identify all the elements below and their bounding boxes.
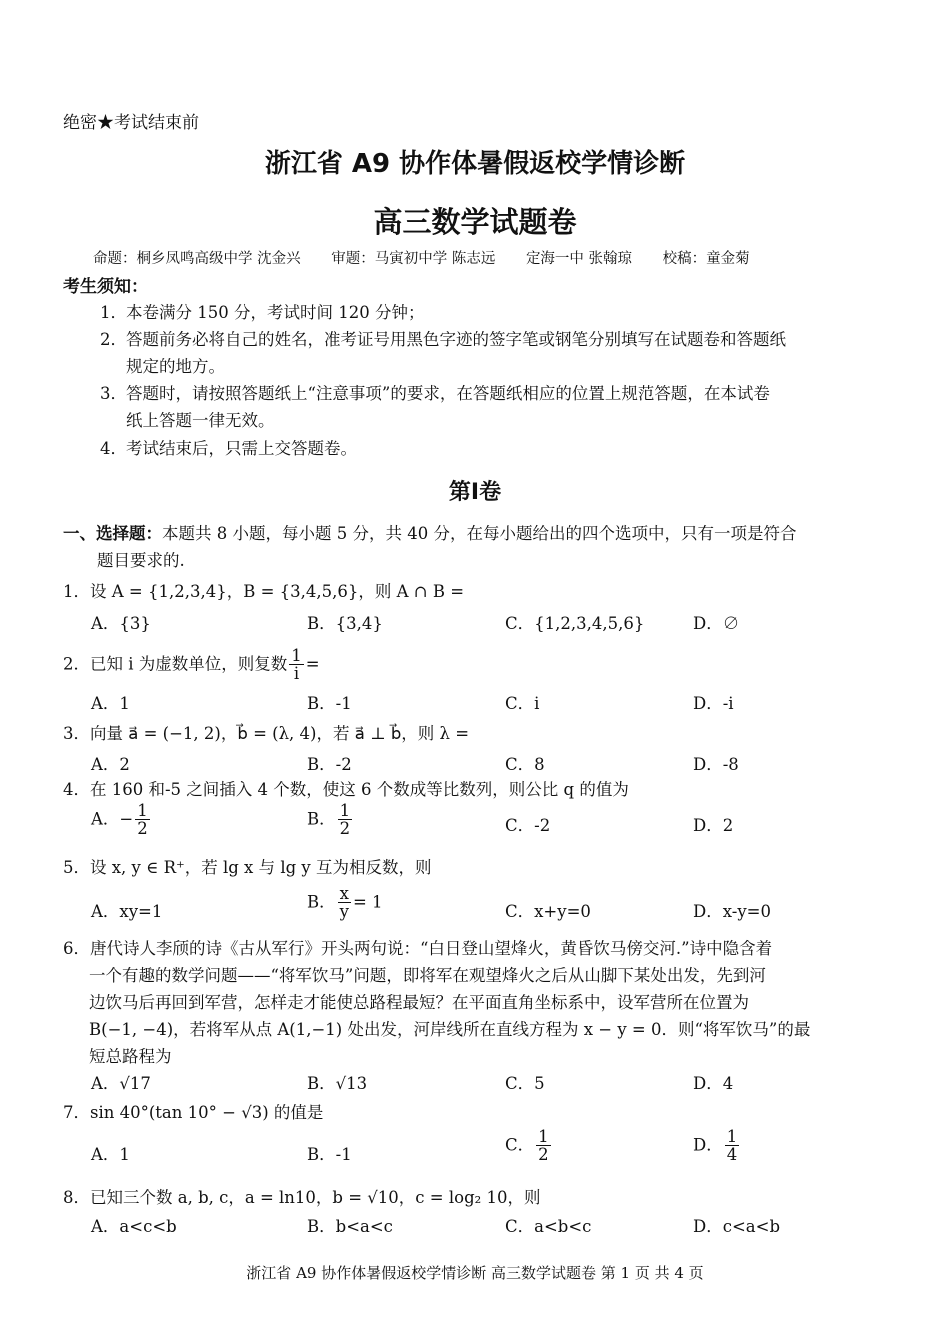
option-label: B．	[307, 892, 336, 912]
fraction	[536, 1128, 551, 1164]
option-a: A．1	[91, 694, 130, 713]
option-d	[693, 1128, 741, 1164]
option-c	[505, 1128, 553, 1164]
stem-line: 边饮马后再回到军营，怎样走才能使总路程最短？在平面直角坐标系中，设军营所在位置为	[89, 993, 749, 1012]
option-d: D．c<a<b	[693, 1217, 781, 1236]
fraction-denominator: 2	[137, 819, 148, 839]
option-b: B．-2	[307, 755, 352, 774]
credit-reviewer-1: 审题：马寅初中学 陈志远	[331, 251, 496, 267]
notice-text: 考试结束后，只需上交答题卷。	[126, 439, 357, 458]
option-c: C．{1,2,3,4,5,6}	[505, 614, 645, 633]
notice-text-cont: 规定的地方。	[126, 357, 225, 376]
notice-text-cont: 纸上答题一律无效。	[126, 411, 275, 430]
notice-text: 答题时，请按照答题纸上“注意事项”的要求，在答题纸相应的位置上规范答题，在本试卷	[126, 384, 770, 403]
credits-line	[93, 247, 776, 268]
option-a: A．xy=1	[91, 902, 163, 921]
option-b: B．b<a<c	[307, 1217, 393, 1236]
fraction-denominator: 2	[538, 1145, 549, 1165]
fraction-denominator: 4	[726, 1145, 738, 1165]
option-d: D．2	[693, 816, 734, 835]
option-d: D．-i	[693, 694, 734, 713]
option-label: D．	[693, 1135, 723, 1155]
section-heading	[63, 520, 893, 574]
option-label: A．	[91, 809, 120, 829]
option-c: C．5	[505, 1074, 545, 1093]
option-b	[307, 802, 354, 838]
stem-text: =	[305, 654, 320, 674]
option-c: C．a<b<c	[505, 1217, 592, 1236]
option-d: D．-8	[693, 755, 739, 774]
notice-num: 1．	[100, 303, 127, 322]
fraction	[725, 1128, 740, 1164]
notice-item	[100, 435, 900, 462]
notice-title: 考生须知：	[63, 277, 148, 297]
option-d: D．∅	[693, 614, 740, 633]
section-instructions: 本题共 8 小题，每小题 5 分，共 40 分，在每小题给出的四个选项中，只有一项是符合	[162, 524, 797, 543]
credit-reviewer-2: 定海一中 张翰琼	[525, 251, 633, 267]
option-b: B．-1	[307, 694, 352, 713]
option-a: A．a<c<b	[91, 1217, 177, 1236]
option-b: B．{3,4}	[307, 614, 383, 633]
option-d: D．x-y=0	[693, 902, 771, 921]
stem-line: B(−1, −4)，若将军从点 A(1,−1) 处出发，河岸线所在直线方程为 x − y = 0．则“将军饮马”的最	[89, 1020, 811, 1039]
option-a: A．1	[91, 1145, 130, 1164]
question-8-stem: 8．已知三个数 a, b, c，a = ln10，b = √10，c = log₂ 10，则	[63, 1188, 541, 1207]
credit-proofreader: 校稿：童金菊	[662, 251, 750, 267]
fraction-numerator: 1	[291, 646, 302, 665]
confidential-label: 绝密★考试结束前	[63, 113, 199, 133]
notice-num: 3．	[100, 384, 127, 403]
option-c: C．8	[505, 755, 545, 774]
fraction	[135, 802, 150, 838]
notice-text: 本卷满分 150 分，考试时间 120 分钟；	[126, 303, 425, 322]
option-text: = 1	[352, 892, 383, 912]
notice-item	[100, 326, 900, 380]
question-4-stem: 4．在 160 和-5 之间插入 4 个数，使这 6 个数成等比数列，则公比 q 的值为	[63, 780, 629, 799]
option-b: B．-1	[307, 1145, 352, 1164]
exam-title: 浙江省 A9 协作体暑假返校学情诊断	[264, 149, 686, 179]
credit-author: 命题：桐乡凤鸣高级中学 沈金兴	[93, 251, 301, 267]
fraction-denominator: y	[339, 902, 349, 922]
fraction	[289, 647, 304, 683]
fraction-numerator: 1	[538, 1127, 549, 1146]
volume-title: 第Ⅰ卷	[448, 480, 502, 505]
option-label: B．	[307, 809, 336, 829]
option-d: D．4	[693, 1074, 734, 1093]
stem-line: 一个有趣的数学问题——“将军饮马”问题，即将军在观望烽火之后从山脚下某处出发，先到河	[89, 966, 766, 985]
option-b	[307, 885, 383, 921]
option-a	[91, 802, 152, 838]
fraction-denominator: 2	[339, 819, 351, 839]
option-label: C．	[505, 1135, 535, 1155]
option-a: A．√17	[91, 1074, 151, 1093]
stem-line: 6．唐代诗人李颀的诗《古从军行》开头两句说：“白日登山望烽火，黄昏饮马傍交河.”诗中隐含着	[63, 939, 773, 958]
section-label: 一、选择题：	[63, 524, 162, 543]
question-1-stem: 1．设 A = {1,2,3,4}，B = {3,4,5,6}，则 A ∩ B =	[63, 582, 465, 601]
fraction-numerator: 1	[137, 801, 148, 820]
option-b: B．√13	[307, 1074, 368, 1093]
option-sign: −	[119, 809, 134, 829]
option-a: A．2	[91, 755, 130, 774]
paper-title: 高三数学试题卷	[373, 205, 577, 239]
question-3-stem: 3．向量 a⃗ = (−1, 2)，b⃗ = (λ, 4)，若 a⃗ ⊥ b⃗，则 λ =	[63, 724, 470, 743]
fraction	[338, 802, 353, 838]
option-c: C．i	[505, 694, 540, 713]
fraction	[338, 885, 351, 921]
page-footer: 浙江省 A9 协作体暑假返校学情诊断 高三数学试题卷 第 1 页 共 4 页	[246, 1264, 704, 1282]
option-a: A．{3}	[91, 614, 151, 633]
fraction-denominator: i	[293, 664, 300, 684]
option-c: C．-2	[505, 816, 551, 835]
section-instructions-cont: 题目要求的.	[97, 551, 185, 570]
fraction-numerator: 1	[339, 801, 351, 820]
stem-text: 2．已知 i 为虚数单位，则复数	[63, 654, 288, 674]
notice-num: 2．	[100, 330, 127, 349]
fraction-numerator: 1	[726, 1127, 738, 1146]
notice-item	[100, 380, 900, 434]
question-7-stem: 7．sin 40°(tan 10° − √3) 的值是	[63, 1103, 324, 1122]
notice-item	[100, 299, 900, 326]
fraction-numerator: x	[338, 885, 351, 903]
notice-text: 答题前务必将自己的姓名，准考证号用黑色字迹的签字笔或钢笔分别填写在试题卷和答题纸	[126, 330, 786, 349]
notice-num: 4．	[100, 439, 127, 458]
option-c: C．x+y=0	[505, 902, 591, 921]
stem-line: 短总路程为	[89, 1047, 172, 1066]
question-6-stem	[63, 935, 891, 1070]
question-5-stem: 5．设 x, y ∈ R⁺，若 lg x 与 lg y 互为相反数，则	[63, 858, 432, 877]
question-2-stem	[63, 647, 320, 683]
